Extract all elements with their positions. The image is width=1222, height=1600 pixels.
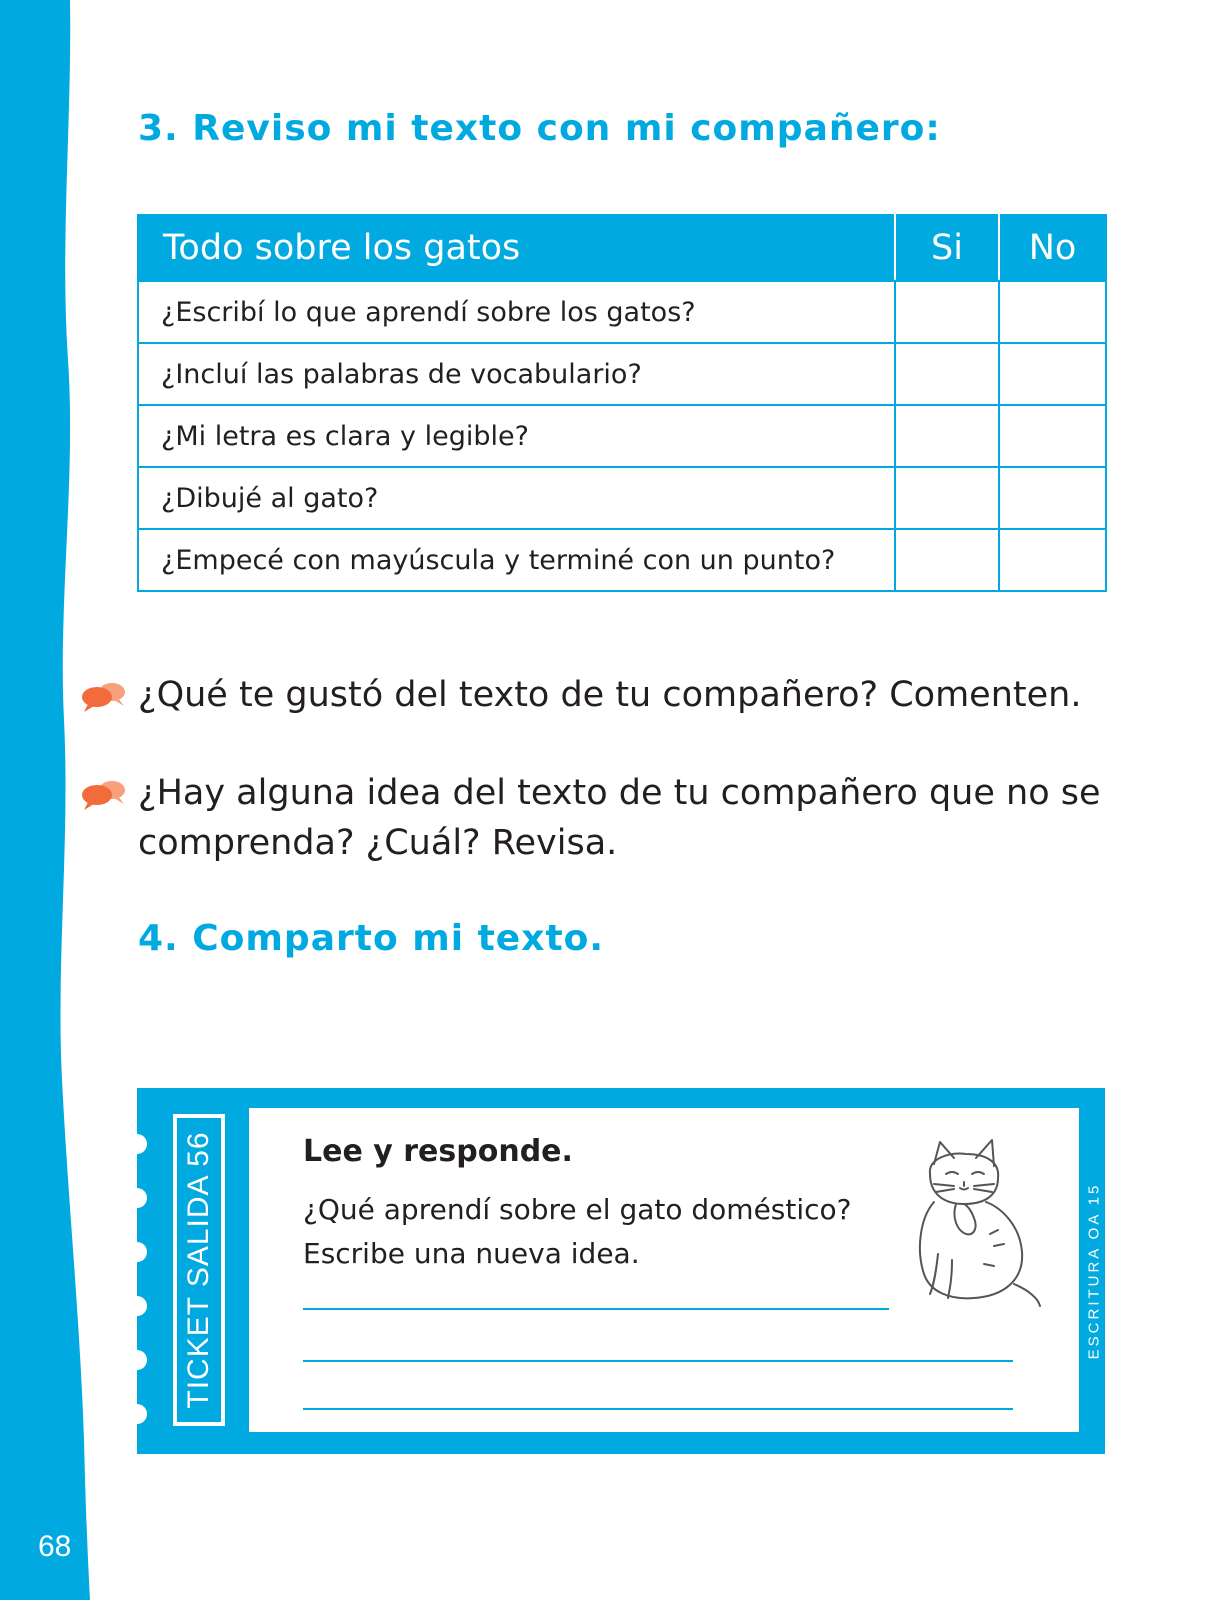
checklist-header-topic: Todo sobre los gatos <box>138 215 895 281</box>
checklist-question: ¿Empecé con mayúscula y terminé con un punto? <box>138 529 895 591</box>
discussion-prompt-1 <box>80 670 1160 720</box>
cat-illustration <box>894 1134 1044 1312</box>
ticket-label-box <box>173 1114 225 1426</box>
discussion-text: ¿Hay alguna idea del texto de tu compañero que no se comprenda? ¿Cuál? Revisa. <box>138 773 1101 863</box>
checklist-question: ¿Dibujé al gato? <box>138 467 895 529</box>
ticket-notch <box>127 1296 147 1316</box>
exit-ticket <box>137 1088 1105 1454</box>
ticket-content <box>249 1108 1079 1432</box>
speech-bubbles-icon <box>80 680 128 714</box>
no-checkbox-cell[interactable] <box>999 281 1106 343</box>
speech-bubbles-icon <box>80 778 128 812</box>
ticket-notch <box>127 1134 147 1154</box>
checklist-question: ¿Mi letra es clara y legible? <box>138 405 895 467</box>
table-row <box>138 467 1106 529</box>
no-checkbox-cell[interactable] <box>999 405 1106 467</box>
yes-checkbox-cell[interactable] <box>895 405 999 467</box>
answer-line[interactable] <box>303 1308 889 1310</box>
yes-checkbox-cell[interactable] <box>895 467 999 529</box>
checklist-question: ¿Incluí las palabras de vocabulario? <box>138 343 895 405</box>
no-checkbox-cell[interactable] <box>999 467 1106 529</box>
table-row <box>138 405 1106 467</box>
answer-line[interactable] <box>303 1360 1013 1362</box>
checklist-header-row <box>138 215 1106 281</box>
checklist-header-no: No <box>999 215 1106 281</box>
yes-checkbox-cell[interactable] <box>895 343 999 405</box>
yes-checkbox-cell[interactable] <box>895 281 999 343</box>
checklist-question: ¿Escribí lo que aprendí sobre los gatos? <box>138 281 895 343</box>
page-number: 68 <box>38 1530 72 1563</box>
answer-line[interactable] <box>303 1408 1013 1410</box>
checklist-header-yes: Si <box>895 215 999 281</box>
ticket-notch <box>127 1404 147 1424</box>
ticket-side-label: ESCRITURA OA 15 <box>1085 1182 1102 1360</box>
ticket-notch <box>127 1188 147 1208</box>
ticket-side-strip <box>1082 1088 1105 1454</box>
ticket-heading: Lee y responde. <box>303 1134 573 1169</box>
section-3-title: 3. Reviso mi texto con mi compañero: <box>138 108 941 149</box>
discussion-text: ¿Qué te gustó del texto de tu compañero? Comenten. <box>138 675 1082 715</box>
discussion-prompt-2 <box>80 768 1160 868</box>
table-row <box>138 343 1106 405</box>
table-row <box>138 529 1106 591</box>
ticket-notch <box>127 1242 147 1262</box>
yes-checkbox-cell[interactable] <box>895 529 999 591</box>
ticket-question: ¿Qué aprendí sobre el gato doméstico? Escribe una nueva idea. <box>303 1193 852 1270</box>
checklist-table <box>137 214 1107 592</box>
no-checkbox-cell[interactable] <box>999 529 1106 591</box>
no-checkbox-cell[interactable] <box>999 343 1106 405</box>
table-row <box>138 281 1106 343</box>
ticket-notch <box>127 1350 147 1370</box>
ticket-label: TICKET SALIDA 56 <box>182 1131 215 1409</box>
section-4-title: 4. Comparto mi texto. <box>138 918 605 959</box>
